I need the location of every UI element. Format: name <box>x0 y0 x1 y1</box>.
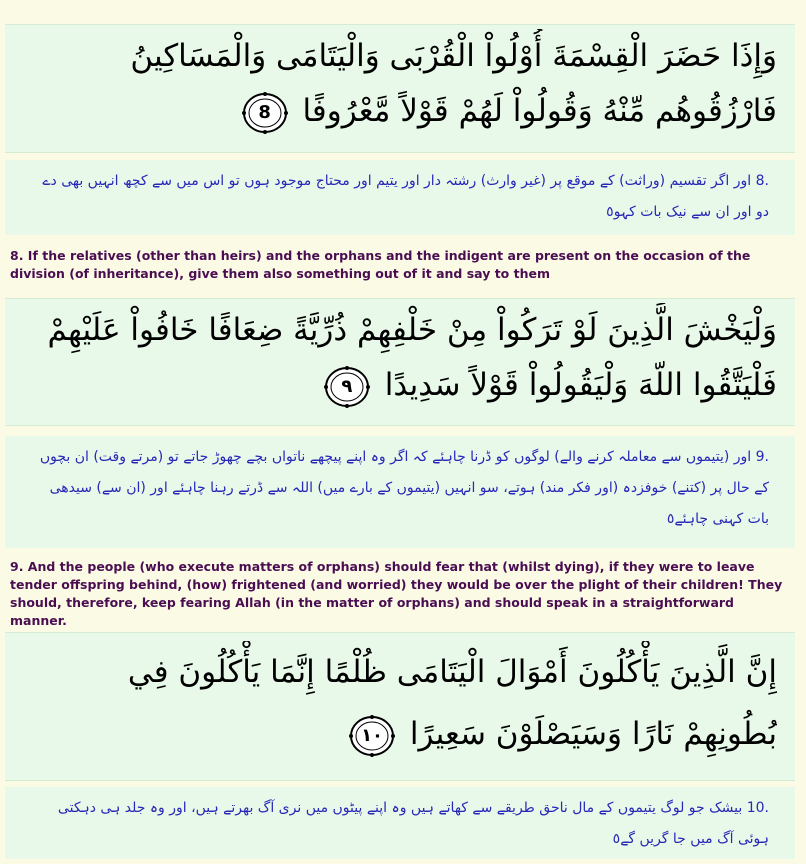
urdu-verse-number: 9. <box>755 449 769 465</box>
arabic-line: وَلْيَخْشَ الَّذِينَ لَوْ تَرَكُواْ مِنْ خَلْفِهِمْ ذُرِّيَّةً ضِعَافًا خَافُواْ عَلَيْهِمْ <box>47 312 777 348</box>
arabic-line-text: فَارْزُقُوهُم مِّنْهُ وَقُولُواْ لَهُمْ قَوْلاً مَّعْرُوفًا <box>302 93 777 129</box>
urdu-text: اور (یتیموں سے معاملہ کرنے والے) لوگوں کو ڈرنا چاہئے کہ اگر وہ اپنے پیچھے ناتواں بچے چھوڑ جاتے تو (مرتے وقت) ان بچوں کے حال پر (کتنے) خوفزدہ (اور فکر مند) ہوتے، سو انہیں (یتیموں کے بارے میں) اللہ سے ڈرتے رہنا چاہئے اور (ان سے) سیدھی بات کہنی چاہئے٥ <box>39 449 769 527</box>
urdu-verse-number: 8. <box>755 173 769 189</box>
urdu-translation-10 <box>5 787 795 859</box>
urdu-text: بیشک جو لوگ یتیموں کے مال ناحق طریقے سے کھاتے ہیں وہ اپنے پیٹوں میں نری آگ بھرتے ہیں، اور وہ جلد ہی دہکتی ہوئی آگ میں جا گریں گے٥ <box>57 800 769 847</box>
urdu-text: اور اگر تقسیم (وراثت) کے موقع پر (غیر وارث) رشتہ دار اور یتیم اور محتاج موجود ہوں تو اس میں سے کچھ انہیں بھی دے دو اور ان سے نیک بات کہو٥ <box>42 173 769 220</box>
arabic-line: وَإِذَا حَضَرَ الْقِسْمَةَ أُوْلُواْ الْقُرْبَى وَالْيَتَامَى وَالْمَسَاكِينُ <box>130 38 777 74</box>
english-translation-8: 8. If the relatives (other than heirs) and the orphans and the indigent are present on the occasion of the division (of inheritance), give them also something out of it and say to them <box>10 248 751 281</box>
arabic-verse-8 <box>5 24 795 153</box>
english-translation-9: 9. And the people (who execute matters of orphans) should fear that (whilst dying), if they were to leave tender offspring behind, (how) frightened (and worried) they would be over the plight of their children! They should, therefore, keep fearing Allah (in the matter of orphans) and should speak in a straightforward manner. <box>10 559 783 628</box>
arabic-verse-9 <box>5 298 795 426</box>
arabic-verse-10 <box>5 632 795 781</box>
ayah-number: ١٠ <box>361 724 384 746</box>
urdu-translation-8 <box>5 160 795 235</box>
arabic-line <box>19 84 777 139</box>
ayah-number: ٩ <box>341 375 353 397</box>
arabic-line <box>19 703 777 765</box>
arabic-line: إِنَّ الَّذِينَ يَأْكُلُونَ أَمْوَالَ الْيَتَامَى ظُلْمًا إِنَّمَا يَأْكُلُونَ فِي <box>127 654 777 690</box>
ayah-number: 8 <box>258 101 271 123</box>
ayah-end-marker-icon <box>241 91 289 135</box>
arabic-line-text: فَلْيَتَّقُوا اللّهَ وَلْيَقُولُواْ قَوْلاً سَدِيدًا <box>384 367 777 403</box>
urdu-translation-9 <box>5 436 795 548</box>
arabic-line-text: بُطُونِهِمْ نَارًا وَسَيَصْلَوْنَ سَعِيرًا <box>409 716 777 752</box>
urdu-verse-number: 10. <box>746 800 769 816</box>
arabic-line <box>19 358 777 413</box>
ayah-end-marker-icon <box>323 365 371 409</box>
ayah-end-marker-icon <box>348 714 396 758</box>
